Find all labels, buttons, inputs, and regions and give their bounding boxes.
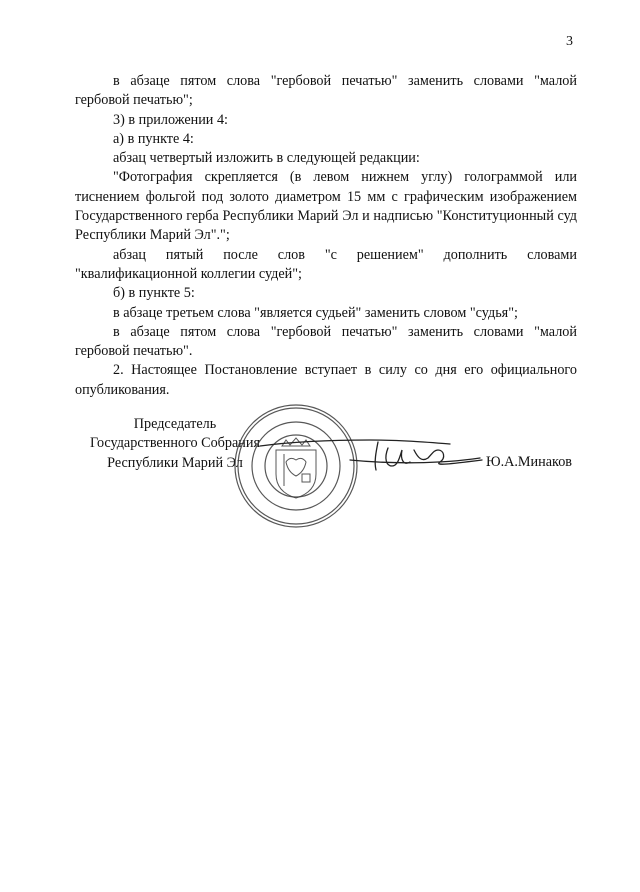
handwritten-signature: [250, 428, 490, 476]
paragraph-2: 3) в приложении 4:: [113, 111, 228, 128]
page-number: 3: [566, 34, 573, 49]
paragraph-6: абзац пятый после слов "с решением" дополнить словами "квалификационной коллегии судей";: [75, 246, 577, 282]
paragraph-3: а) в пункте 4:: [113, 130, 194, 147]
paragraph-9: в абзаце пятом слова "гербовой печатью" заменить словами "малой гербовой печатью".: [75, 323, 577, 360]
signatory-title-line-3: Республики Марий Эл: [107, 454, 243, 471]
paragraph-5: "Фотография скрепляется (в левом нижнем углу) голограммой или тиснением фольгой под золото диаметром 15 мм с графическим изображением Государственного герба Республики Марий Эл и надписью "Конституционный суд Республики Марий Эл".";: [75, 169, 577, 244]
signatory-name: Ю.А.Минаков: [486, 454, 572, 470]
paragraph-8: в абзаце третьем слова "является судьей" заменить словом "судья";: [113, 304, 518, 321]
paragraph-4: абзац четвертый изложить в следующей редакции:: [113, 150, 420, 167]
signatory-title-line-1: Председатель: [133, 416, 217, 432]
paragraph-10: 2. Настоящее Постановление вступает в силу со дня его официального опубликования.: [75, 362, 577, 398]
signatory-title-line-2: Государственного Собрания: [90, 435, 260, 452]
document-body: [75, 72, 577, 400]
paragraph-7: б) в пункте 5:: [113, 285, 195, 302]
paragraph-1: в абзаце пятом слова "гербовой печатью" заменить словами "малой гербовой печатью";: [75, 73, 577, 109]
